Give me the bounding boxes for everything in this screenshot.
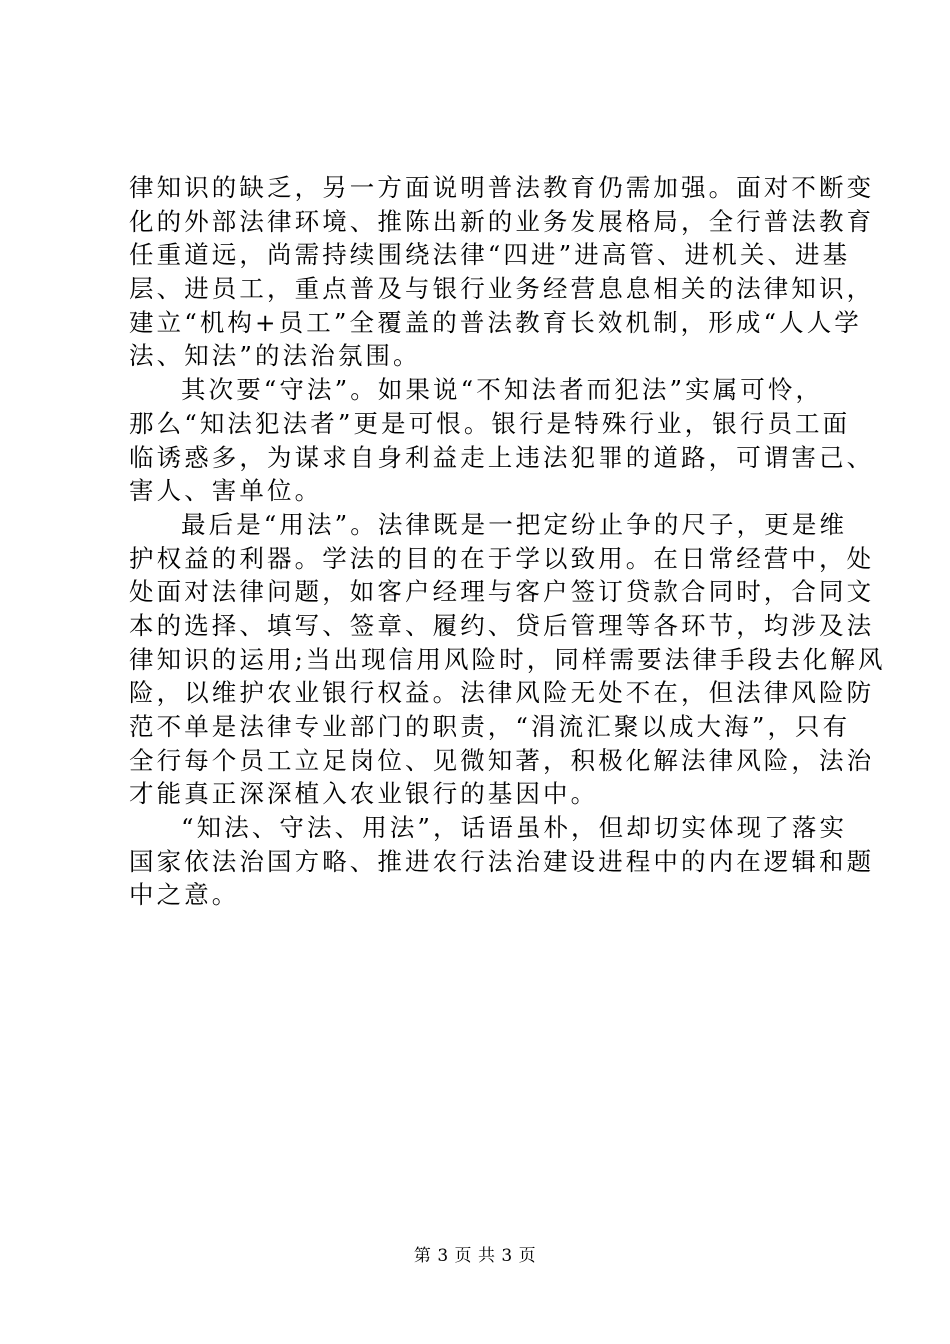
text-line: 那么“知法犯法者”更是可恨。银行是特殊行业，银行员工面 [129, 408, 851, 438]
paragraph-start-line: 最后是“用法”。法律既是一把定纷止争的尺子，更是维 [181, 509, 848, 539]
text-line: 层、进员工，重点普及与银行业务经营息息相关的法律知识， [129, 274, 875, 304]
text-line: 本的选择、填写、签章、履约、贷后管理等各环节，均涉及法 [129, 610, 875, 640]
text-line: 全行每个员工立足岗位、见微知著，积极化解法律风险，法治 [129, 745, 875, 775]
text-line: 护权益的利器。学法的目的在于学以致用。在日常经营中，处 [129, 543, 875, 573]
text-line: 建立“机构+员工”全覆盖的普法教育长效机制，形成“人人学 [129, 307, 862, 337]
text-line: 范不单是法律专业部门的职责，“涓流汇聚以成大海”，只有 [129, 712, 851, 741]
text-line: 任重道远，尚需持续围绕法律“四进”进高管、进机关、进基 [129, 240, 851, 270]
text-line: 险，以维护农业银行权益。法律风险无处不在，但法律风险防 [129, 678, 875, 708]
text-line: 临诱惑多，为谋求自身利益走上违法犯罪的道路，可谓害己、 [129, 442, 875, 472]
text-line: 害人、害单位。 [129, 476, 323, 506]
text-line: 律知识的运用;当出现信用风险时，同样需要法律手段去化解风 [129, 644, 886, 674]
text-line: 律知识的缺乏，另一方面说明普法教育仍需加强。面对不断变 [129, 173, 875, 202]
text-line: 中之意。 [129, 880, 240, 910]
paragraph-start-line: “知法、守法、用法”，话语虽朴，但却切实体现了落实 [181, 813, 848, 843]
text-line: 化的外部法律环境、推陈出新的业务发展格局，全行普法教育 [129, 206, 875, 236]
paragraph-start-line: 其次要“守法”。如果说“不知法者而犯法”实属可怜， [181, 375, 824, 405]
text-line: 处面对法律问题，如客户经理与客户签订贷款合同时，合同文 [129, 577, 875, 607]
page-footer: 第 3 页 共 3 页 [413, 1246, 537, 1266]
text-line: 才能真正深深植入农业银行的基因中。 [129, 779, 599, 809]
body-text [129, 171, 886, 912]
text-line: 法、知法”的法治氛围。 [129, 341, 421, 371]
text-line: 国家依法治国方略、推进农行法治建设进程中的内在逻辑和题 [129, 846, 875, 876]
